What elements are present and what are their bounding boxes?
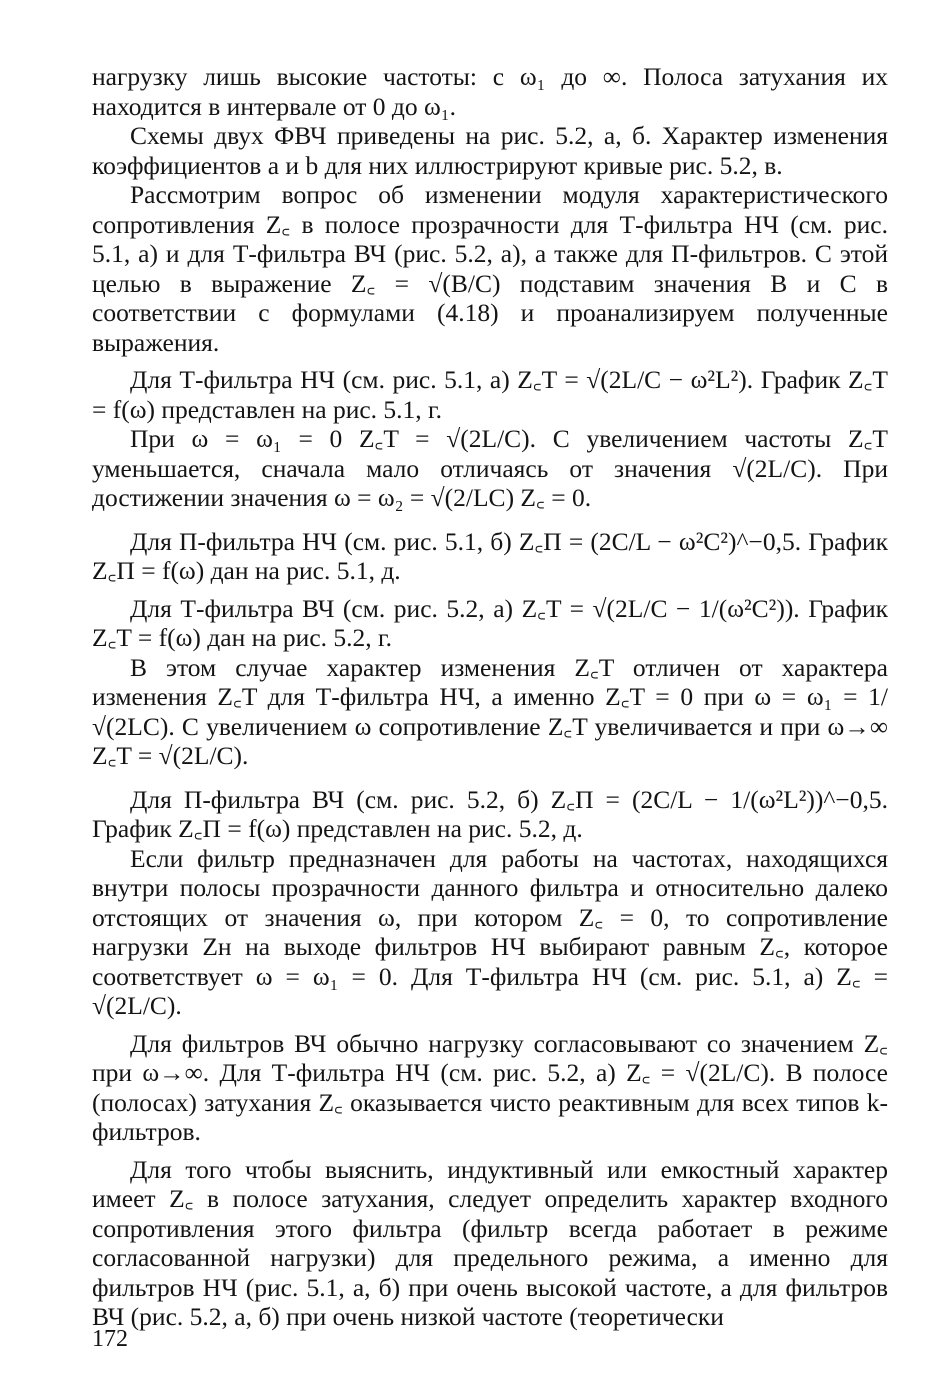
paragraph-12: Для того чтобы выяснить, индуктивный или емкостный характер имеет Z꜀ в полосе затухания, следует определить характер входного сопротивления этого фильтра (фильтр всегда работает в режиме согласованной нагрузки) для предельного режима, а именно для фильтров НЧ (рис. 5.1, а, б) при очень высокой частоте, а для фильтров ВЧ (рис. 5.2, а, б) при очень низкой частоте (теоретически [92,1154,888,1331]
paragraph-2: Схемы двух ФВЧ приведены на рис. 5.2, а, б. Характер изменения коэффициентов a и b для них иллюстрируют кривые рис. 5.2, в. [92,121,888,180]
body-text [92,62,888,1332]
paragraph-7: Для Т-фильтра ВЧ (см. рис. 5.2, а) Z꜀T = √(2L/C − 1/(ω²C²)). График Z꜀T = f(ω) дан на рис. 5.2, г. [92,593,888,652]
paragraph-4: Для Т-фильтра НЧ (см. рис. 5.1, а) Z꜀T = √(2L/C − ω²L²). График Z꜀T = f(ω) представлен на рис. 5.1, г. [92,365,888,424]
paragraph-8: В этом случае характер изменения Z꜀T отличен от характера изменения Z꜀T для Т-фильтра НЧ, а именно Z꜀T = 0 при ω = ω₁ = 1/√(2LC). С увеличением ω сопротивление Z꜀T увеличивается и при ω→∞ Z꜀T = √(2L/C). [92,652,888,770]
paragraph-5: При ω = ω₁ = 0 Z꜀T = √(2L/C). С увеличением частоты Z꜀T уменьшается, сначала мало отличаясь от значения √(2L/C). При достижении значения ω = ω₂ = √(2/LC) Z꜀ = 0. [92,424,888,512]
paragraph-10: Если фильтр предназначен для работы на частотах, находящихся внутри полосы прозрачности данного фильтра и относительно далеко отстоящих от значения ω, при котором Z꜀ = 0, то сопротивление нагрузки Zн на выходе фильтров НЧ выбирают равным Z꜀, которое соответствует ω = ω₁ = 0. Для Т-фильтра НЧ (см. рис. 5.1, а) Z꜀ = √(2L/C). [92,843,888,1020]
paragraph-3: Рассмотрим вопрос об изменении модуля характеристического сопротивления Z꜀ в полосе прозрачности для Т-фильтра НЧ (см. рис. 5.1, а) и для Т-фильтра ВЧ (рис. 5.2, а), а также для П-фильтров. С этой целью в выражение Z꜀ = √(B/C) подставим значения B и C в соответствии с формулами (4.18) и проанализируем полученные выражения. [92,180,888,357]
paragraph-9: Для П-фильтра ВЧ (см. рис. 5.2, б) Z꜀П = (2C/L − 1/(ω²L²))^−0,5. График Z꜀П = f(ω) представлен на рис. 5.2, д. [92,784,888,843]
page-number: 172 [92,1326,128,1352]
paragraph-6: Для П-фильтра НЧ (см. рис. 5.1, б) Z꜀П = (2C/L − ω²C²)^−0,5. График Z꜀П = f(ω) дан на рис. 5.1, д. [92,526,888,585]
paragraph-11: Для фильтров ВЧ обычно нагрузку согласовывают со значением Z꜀ при ω→∞. Для Т-фильтра НЧ (см. рис. 5.2, а) Z꜀ = √(2L/C). В полосе (полосах) затухания Z꜀ оказывается чисто реактивным для всех типов k-фильтров. [92,1028,888,1146]
paragraph-1: нагрузку лишь высокие частоты: с ω₁ до ∞. Полоса затухания их находится в интервале от 0 до ω₁. [92,62,888,121]
